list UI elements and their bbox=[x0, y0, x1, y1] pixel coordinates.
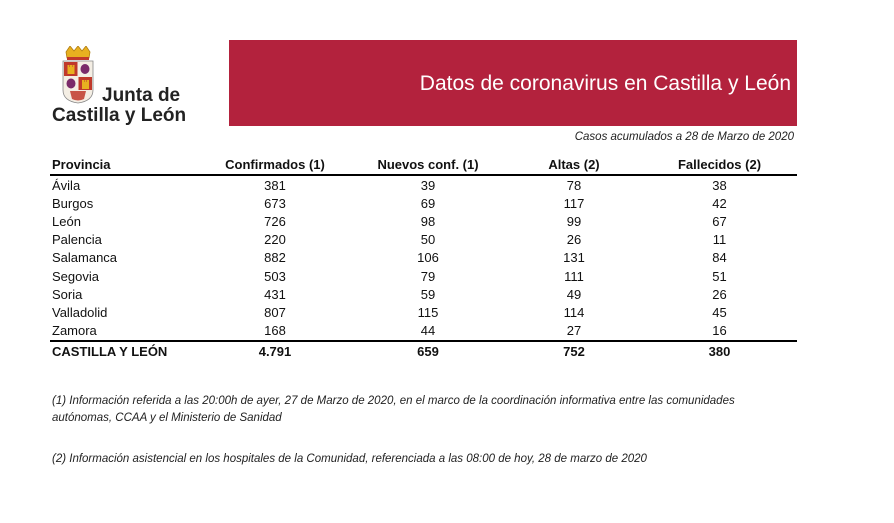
province-cell: Ávila bbox=[52, 177, 81, 193]
column-header: Confirmados (1) bbox=[225, 156, 325, 172]
discharges-cell: 27 bbox=[566, 323, 582, 339]
confirmed-cell: 168 bbox=[264, 323, 286, 339]
province-cell: Valladolid bbox=[52, 304, 108, 320]
discharges-cell: 117 bbox=[563, 195, 585, 211]
discharges-cell: 111 bbox=[564, 268, 584, 284]
deaths-cell: 45 bbox=[712, 304, 727, 320]
discharges-cell: 99 bbox=[566, 213, 582, 229]
cases-table bbox=[50, 154, 797, 361]
junta-logo bbox=[52, 46, 202, 126]
province-cell: León bbox=[52, 213, 81, 229]
province-cell: Zamora bbox=[52, 323, 97, 339]
column-header: Fallecidos (2) bbox=[677, 156, 762, 172]
confirmed-cell: 431 bbox=[264, 286, 286, 302]
province-cell: Burgos bbox=[52, 195, 94, 211]
table-row bbox=[50, 212, 797, 230]
deaths-cell: 38 bbox=[712, 177, 727, 193]
province-cell: Segovia bbox=[52, 268, 99, 284]
table-row bbox=[50, 175, 797, 194]
date-subtitle: Casos acumulados a 28 de Marzo de 2020 bbox=[574, 131, 794, 143]
new-cases-cell: 79 bbox=[420, 268, 436, 284]
new-cases-cell: 39 bbox=[420, 177, 436, 193]
title-banner bbox=[229, 40, 797, 126]
province-cell: Salamanca bbox=[52, 250, 118, 266]
discharges-cell: 131 bbox=[563, 250, 585, 266]
confirmed-cell: 882 bbox=[264, 250, 286, 266]
total-label-cell: CASTILLA Y LEÓN bbox=[52, 343, 168, 359]
deaths-cell: 26 bbox=[712, 286, 727, 302]
new-cases-cell: 115 bbox=[417, 304, 439, 320]
confirmed-cell: 381 bbox=[264, 177, 286, 193]
column-header: Provincia bbox=[52, 156, 111, 172]
deaths-cell: 42 bbox=[712, 195, 727, 211]
table-row bbox=[50, 249, 797, 267]
new-cases-cell: 98 bbox=[420, 213, 436, 229]
column-header: Altas (2) bbox=[548, 156, 600, 172]
table-row bbox=[50, 303, 797, 321]
footnote-1: (1) Información referida a las 20:00h de ayer, 27 de Marzo de 2020, en el marco de la coordinación informativa entre las comunidades autónomas, CCAA y el Ministerio de Sanidad bbox=[52, 395, 735, 424]
new-cases-cell: 106 bbox=[417, 250, 439, 266]
table-row bbox=[50, 267, 797, 285]
discharges-cell: 26 bbox=[566, 232, 582, 248]
total-new-cases-cell: 659 bbox=[417, 343, 439, 359]
province-cell: Soria bbox=[52, 286, 83, 302]
total-deaths-cell: 380 bbox=[708, 343, 731, 359]
confirmed-cell: 503 bbox=[264, 268, 286, 284]
total-discharges-cell: 752 bbox=[563, 343, 585, 359]
new-cases-cell: 59 bbox=[420, 286, 436, 302]
deaths-cell: 84 bbox=[712, 250, 727, 266]
table-row bbox=[50, 322, 797, 341]
org-name-line2: Castilla y León bbox=[52, 105, 187, 126]
table-header-row bbox=[50, 154, 797, 175]
total-confirmed-cell: 4.791 bbox=[258, 343, 292, 359]
coat-of-arms-icon bbox=[60, 46, 96, 104]
new-cases-cell: 44 bbox=[420, 323, 436, 339]
column-header: Nuevos conf. (1) bbox=[377, 156, 479, 172]
org-name-line1: Junta de bbox=[102, 85, 181, 106]
deaths-cell: 51 bbox=[712, 268, 727, 284]
confirmed-cell: 726 bbox=[264, 213, 286, 229]
confirmed-cell: 673 bbox=[264, 195, 286, 211]
table-row bbox=[50, 231, 797, 249]
deaths-cell: 11 bbox=[712, 232, 727, 248]
table-row bbox=[50, 194, 797, 212]
deaths-cell: 67 bbox=[712, 213, 727, 229]
table-total-row bbox=[50, 341, 797, 361]
new-cases-cell: 50 bbox=[420, 232, 436, 248]
page-title: Datos de coronavirus en Castilla y León bbox=[419, 72, 791, 95]
discharges-cell: 114 bbox=[563, 304, 585, 320]
confirmed-cell: 220 bbox=[264, 232, 286, 248]
deaths-cell: 16 bbox=[712, 323, 727, 339]
new-cases-cell: 69 bbox=[420, 195, 436, 211]
discharges-cell: 78 bbox=[566, 177, 582, 193]
discharges-cell: 49 bbox=[566, 286, 582, 302]
footnote-2: (2) Información asistencial en los hospitales de la Comunidad, referenciada a las 08:00 de hoy, 28 de marzo de 2020 bbox=[52, 453, 647, 465]
table-row bbox=[50, 285, 797, 303]
province-cell: Palencia bbox=[52, 232, 102, 248]
confirmed-cell: 807 bbox=[264, 304, 286, 320]
